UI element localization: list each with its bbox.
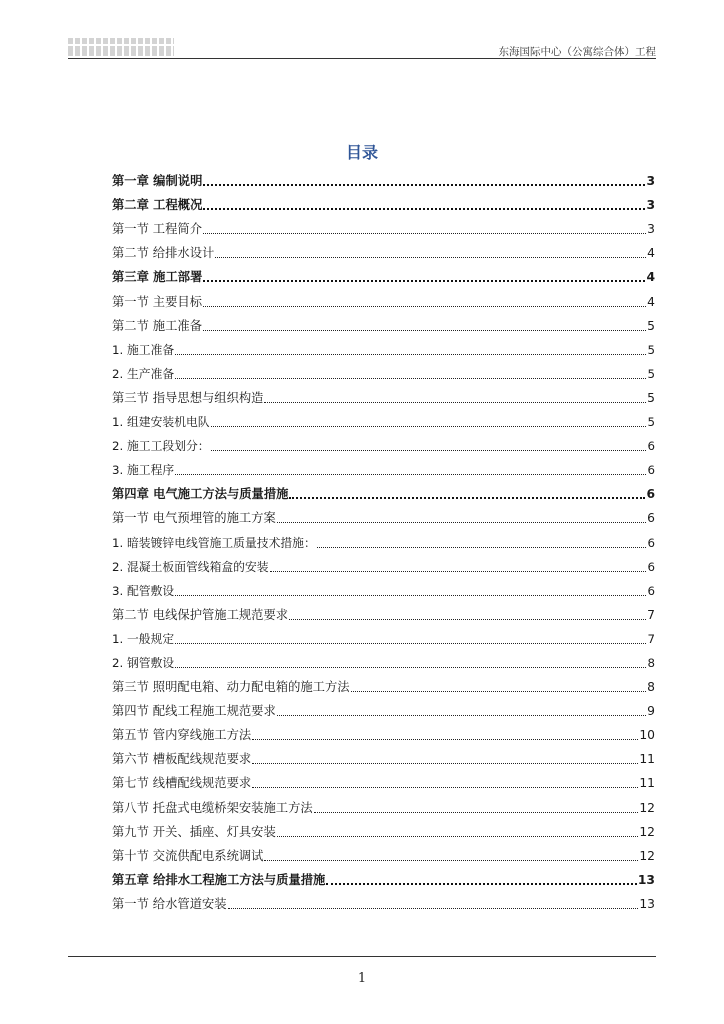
toc-entry[interactable] (112, 213, 655, 237)
toc-entry[interactable] (112, 840, 655, 864)
toc-entry-title: 第九节 开关、插座、灯具安装 (112, 824, 276, 839)
toc-dot-leader (351, 691, 647, 692)
toc-entry[interactable] (112, 406, 655, 430)
toc-entry-page: 8 (647, 680, 655, 695)
toc-entry[interactable] (112, 237, 655, 261)
toc-dot-leader (211, 426, 647, 427)
toc-entry[interactable] (112, 695, 655, 719)
toc-dot-leader (203, 306, 646, 307)
toc-entry-title: 第一节 工程简介 (112, 222, 202, 237)
toc-entry-title: 第一节 给水管道安装 (112, 896, 227, 911)
toc-entry[interactable] (112, 623, 655, 647)
toc-dot-leader (175, 643, 646, 644)
toc-entry[interactable] (112, 430, 655, 454)
toc-entry[interactable] (112, 551, 655, 575)
toc-entry-title: 第三节 照明配电箱、动力配电箱的施工方法 (112, 680, 350, 695)
toc-entry[interactable] (112, 334, 655, 358)
toc-entry[interactable] (112, 767, 655, 791)
toc-dot-leader (289, 497, 645, 499)
toc-entry-title: 第五章 给排水工程施工方法与质量措施 (112, 872, 326, 887)
toc-dot-leader (175, 474, 646, 475)
toc-entry[interactable] (112, 502, 655, 526)
toc-entry[interactable] (112, 261, 655, 285)
toc-entry[interactable] (112, 864, 655, 888)
toc-dot-leader (203, 330, 646, 331)
toc-entry-title: 3. 施工程序 (112, 463, 175, 478)
toc-entry-page: 10 (639, 728, 655, 743)
toc-entry-page: 4 (647, 246, 655, 261)
toc-entry-title: 1. 一般规定 (112, 631, 175, 646)
toc-dot-leader (203, 208, 645, 210)
toc-entry-page: 7 (647, 631, 655, 646)
toc-entry-page: 3 (646, 174, 655, 189)
toc-entry-title: 第三节 指导思想与组织构造 (112, 390, 264, 405)
toc-entry-page: 5 (647, 415, 655, 430)
toc-entry-title: 1. 暗装镀锌电线管施工质量技术措施： (112, 535, 316, 550)
page-number: 1 (357, 971, 367, 986)
toc-entry-title: 第十节 交流供配电系统调试 (112, 848, 264, 863)
toc-dot-leader (252, 787, 638, 788)
toc-entry-page: 6 (647, 535, 655, 550)
toc-dot-leader (252, 739, 638, 740)
toc-entry-page: 5 (647, 390, 655, 405)
toc-entry[interactable] (112, 165, 655, 189)
toc-entry-title: 3. 配管敷设 (112, 583, 175, 598)
toc-entry-page: 6 (647, 439, 655, 454)
header-project-title: 东海国际中心（公寓综合体）工程 (498, 46, 656, 58)
toc-entry-page: 11 (639, 752, 655, 767)
toc-dot-leader (277, 715, 646, 716)
toc-entry-title: 第二章 工程概况 (112, 198, 203, 213)
toc-entry[interactable] (112, 719, 655, 743)
toc-dot-leader (314, 812, 639, 813)
toc-entry-title: 2. 钢管敷设 (112, 655, 175, 670)
toc-dot-leader (270, 571, 647, 572)
toc-entry-page: 6 (646, 487, 655, 502)
toc-entry-page: 3 (647, 222, 655, 237)
toc-entry[interactable] (112, 285, 655, 309)
toc-title: 目录 (345, 143, 378, 162)
toc-entry-title: 2. 生产准备 (112, 366, 175, 381)
toc-dot-leader (264, 402, 646, 403)
toc-entry-page: 13 (639, 896, 655, 911)
table-of-contents (112, 165, 655, 912)
toc-dot-leader (228, 908, 639, 909)
header-logo (68, 38, 174, 56)
toc-entry-title: 第五节 管内穿线施工方法 (112, 728, 252, 743)
toc-entry-page: 7 (647, 607, 655, 622)
toc-entry-title: 第八节 托盘式电缆桥架安装施工方法 (112, 800, 313, 815)
toc-entry-page: 6 (647, 463, 655, 478)
toc-dot-leader (175, 378, 646, 379)
toc-dot-leader (211, 450, 647, 451)
toc-dot-leader (215, 257, 646, 258)
toc-dot-leader (277, 836, 639, 837)
toc-entry-page: 6 (647, 559, 655, 574)
toc-entry[interactable] (112, 791, 655, 815)
toc-dot-leader (175, 595, 646, 596)
header-rule (68, 58, 656, 59)
toc-entry-title: 第七节 线槽配线规范要求 (112, 776, 252, 791)
toc-entry-title: 第二节 施工准备 (112, 318, 202, 333)
toc-entry-title: 1. 组建安装机电队 (112, 415, 210, 430)
toc-dot-leader (277, 522, 646, 523)
toc-entry-page: 4 (647, 294, 655, 309)
toc-entry[interactable] (112, 671, 655, 695)
toc-entry-page: 4 (646, 270, 655, 285)
footer-rule (68, 956, 656, 957)
toc-entry[interactable] (112, 816, 655, 840)
toc-entry[interactable] (112, 599, 655, 623)
toc-entry-title: 第四章 电气施工方法与质量措施 (112, 487, 289, 502)
toc-dot-leader (317, 547, 647, 548)
toc-entry-page: 3 (646, 198, 655, 213)
toc-entry-title: 第二节 给排水设计 (112, 246, 215, 261)
toc-entry[interactable] (112, 189, 655, 213)
toc-entry-title: 第一章 编制说明 (112, 174, 203, 189)
toc-entry-title: 第二节 电线保护管施工规范要求 (112, 607, 289, 622)
toc-entry-page: 8 (647, 655, 655, 670)
toc-entry-page: 11 (639, 776, 655, 791)
toc-entry[interactable] (112, 310, 655, 334)
toc-dot-leader (203, 233, 646, 234)
toc-entry-page: 5 (647, 342, 655, 357)
toc-dot-leader (203, 280, 645, 282)
toc-entry-page: 12 (639, 848, 655, 863)
toc-entry[interactable] (112, 358, 655, 382)
toc-dot-leader (175, 354, 646, 355)
toc-entry-page: 6 (647, 583, 655, 598)
toc-entry-title: 第一节 电气预埋管的施工方案 (112, 511, 276, 526)
toc-entry[interactable] (112, 478, 655, 502)
toc-entry-page: 12 (639, 824, 655, 839)
toc-entry[interactable] (112, 647, 655, 671)
toc-entry-page: 6 (647, 511, 655, 526)
toc-entry-title: 1. 施工准备 (112, 342, 175, 357)
toc-dot-leader (175, 667, 646, 668)
toc-entry[interactable] (112, 454, 655, 478)
toc-entry[interactable] (112, 526, 655, 550)
toc-entry-title: 2. 混凝土板面管线箱盒的安装 (112, 559, 269, 574)
toc-entry-title: 第一节 主要目标 (112, 294, 202, 309)
toc-entry[interactable] (112, 382, 655, 406)
toc-entry-title: 2. 施工工段划分： (112, 439, 210, 454)
toc-dot-leader (252, 763, 638, 764)
toc-entry[interactable] (112, 743, 655, 767)
toc-entry[interactable] (112, 575, 655, 599)
toc-entry-page: 9 (647, 704, 655, 719)
toc-entry-title: 第六节 槽板配线规范要求 (112, 752, 252, 767)
toc-entry-page: 5 (647, 318, 655, 333)
toc-entry-page: 13 (637, 872, 655, 887)
toc-entry[interactable] (112, 888, 655, 912)
toc-entry-title: 第四节 配线工程施工规范要求 (112, 704, 276, 719)
toc-entry-title: 第三章 施工部署 (112, 270, 203, 285)
toc-dot-leader (289, 619, 646, 620)
toc-dot-leader (264, 860, 638, 861)
toc-entry-page: 5 (647, 366, 655, 381)
toc-dot-leader (326, 883, 637, 885)
toc-dot-leader (203, 184, 645, 186)
toc-entry-page: 12 (639, 800, 655, 815)
